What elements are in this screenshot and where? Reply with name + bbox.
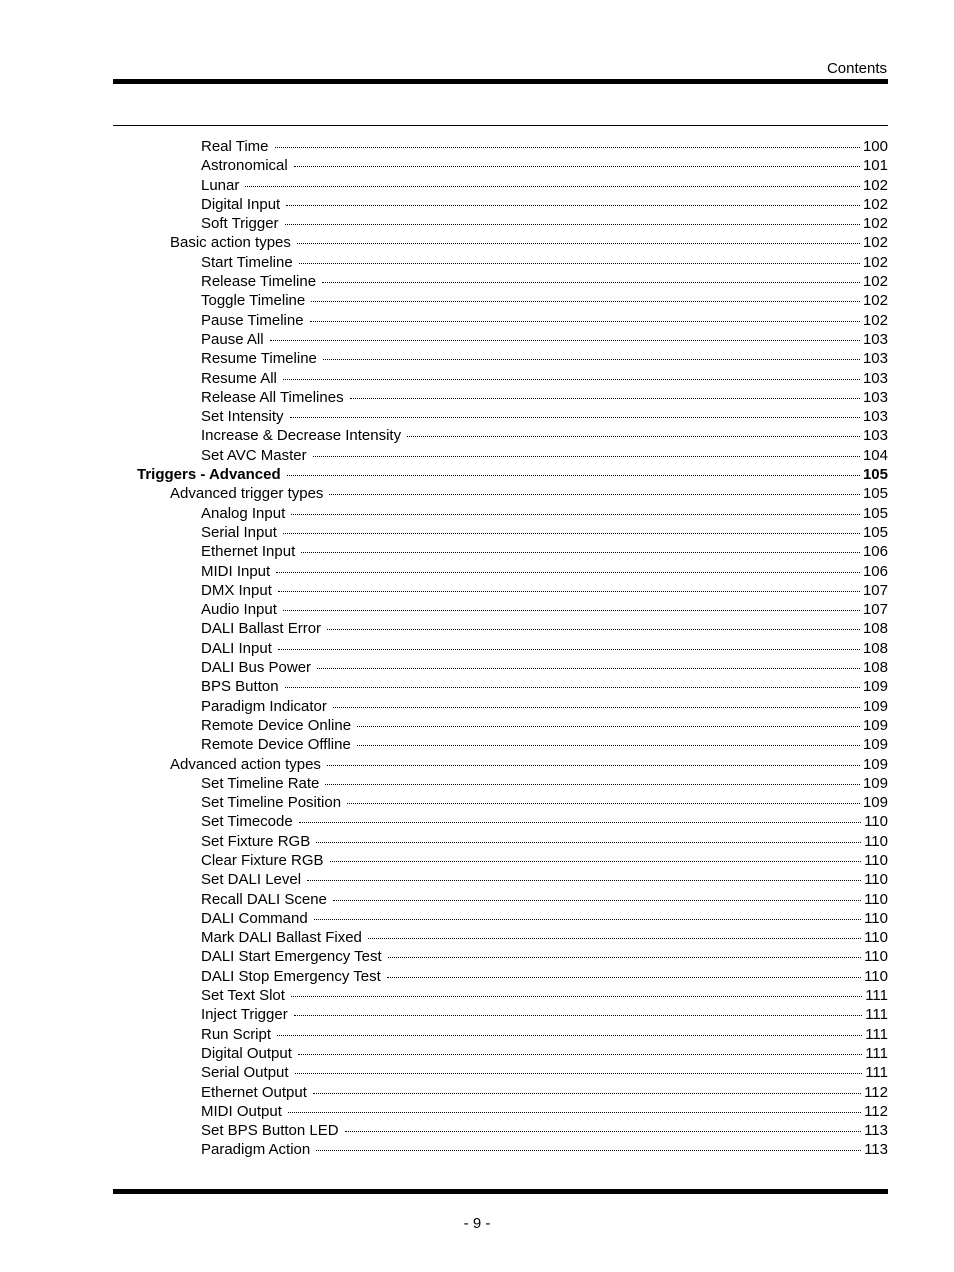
toc-entry-label: DALI Bus Power	[201, 659, 312, 677]
footer-rule-thick	[113, 1189, 888, 1194]
toc-dot-leader	[278, 649, 860, 650]
toc-entry-page: 103	[862, 350, 888, 368]
toc-entry-label: Set DALI Level	[201, 871, 302, 889]
toc-entry-page: 107	[862, 581, 888, 599]
toc-entry-page: 102	[862, 195, 888, 213]
toc-entry-page: 109	[862, 794, 888, 812]
toc-entry-page: 109	[862, 678, 888, 696]
toc-entry[interactable]	[113, 542, 888, 561]
toc-dot-leader	[368, 938, 861, 939]
toc-dot-leader	[323, 359, 860, 360]
toc-entry[interactable]	[113, 755, 888, 774]
toc-entry-page: 103	[862, 388, 888, 406]
toc-dot-leader	[327, 629, 860, 630]
toc-entry-page: 108	[862, 620, 888, 638]
toc-entry-label: DALI Input	[201, 639, 272, 657]
toc-entry[interactable]	[113, 253, 888, 272]
toc-entry[interactable]	[113, 870, 888, 889]
toc-entry-label: Lunar	[201, 176, 240, 194]
toc-entry-label: Ethernet Output	[201, 1083, 307, 1101]
toc-entry-label: Resume All	[201, 369, 277, 387]
toc-entry-label: Run Script	[201, 1025, 272, 1043]
toc-dot-leader	[285, 687, 860, 688]
table-of-contents	[113, 137, 888, 1160]
toc-entry-page: 109	[862, 774, 888, 792]
toc-entry-page: 103	[862, 427, 888, 445]
toc-entry[interactable]	[113, 1025, 888, 1044]
toc-entry-page: 105	[862, 523, 888, 541]
toc-entry-label: Advanced trigger types	[170, 485, 324, 503]
toc-entry-label: MIDI Output	[201, 1102, 282, 1120]
toc-dot-leader	[345, 1131, 862, 1132]
toc-dot-leader	[275, 147, 860, 148]
toc-entry-page: 107	[862, 601, 888, 619]
toc-entry-page: 102	[862, 234, 888, 252]
toc-dot-leader	[357, 745, 860, 746]
toc-entry[interactable]	[113, 677, 888, 696]
toc-entry-page: 110	[864, 832, 888, 850]
toc-dot-leader	[313, 456, 860, 457]
toc-entry-page: 110	[864, 851, 888, 869]
toc-entry[interactable]	[113, 832, 888, 851]
toc-dot-leader	[283, 379, 860, 380]
toc-entry[interactable]	[113, 851, 888, 870]
toc-entry-page: 103	[862, 369, 888, 387]
toc-entry-label: DALI Command	[201, 909, 308, 927]
toc-entry-label: Serial Input	[201, 523, 277, 541]
toc-entry[interactable]	[113, 581, 888, 600]
toc-entry[interactable]	[113, 523, 888, 542]
toc-entry[interactable]	[113, 195, 888, 214]
toc-entry-page: 113	[864, 1122, 888, 1140]
toc-dot-leader	[288, 1112, 861, 1113]
toc-dot-leader	[277, 1035, 862, 1036]
toc-entry-page: 103	[862, 330, 888, 348]
toc-dot-leader	[347, 803, 860, 804]
toc-entry-label: Remote Device Offline	[201, 736, 351, 754]
toc-dot-leader	[291, 514, 860, 515]
toc-entry-page: 111	[865, 1064, 888, 1082]
toc-entry[interactable]	[113, 1063, 888, 1082]
toc-entry-label: Release All Timelines	[201, 388, 344, 406]
toc-dot-leader	[295, 1073, 863, 1074]
toc-entry[interactable]	[113, 272, 888, 291]
toc-entry-label: Audio Input	[201, 601, 277, 619]
toc-entry[interactable]	[113, 793, 888, 812]
toc-entry[interactable]	[113, 484, 888, 503]
toc-entry-label: Increase & Decrease Intensity	[201, 427, 402, 445]
toc-entry-page: 102	[862, 176, 888, 194]
toc-entry-label: DALI Stop Emergency Test	[201, 967, 381, 985]
toc-entry-page: 110	[864, 813, 888, 831]
toc-dot-leader	[313, 1093, 861, 1094]
toc-dot-leader	[291, 996, 862, 997]
toc-dot-leader	[286, 205, 860, 206]
toc-dot-leader	[283, 610, 860, 611]
toc-entry-label: Set BPS Button LED	[201, 1122, 339, 1140]
toc-entry[interactable]	[113, 986, 888, 1005]
toc-entry-page: 105	[862, 504, 888, 522]
toc-dot-leader	[407, 436, 860, 437]
toc-dot-leader	[276, 572, 860, 573]
toc-dot-leader	[330, 861, 862, 862]
page-header-label: Contents	[826, 60, 887, 77]
toc-entry-page: 105	[862, 466, 888, 484]
toc-entry[interactable]	[113, 291, 888, 310]
toc-dot-leader	[325, 784, 860, 785]
toc-dot-leader	[301, 552, 860, 553]
footer-page-number: - 9 -	[463, 1215, 491, 1232]
toc-dot-leader	[290, 417, 860, 418]
toc-entry-page: 102	[862, 215, 888, 233]
toc-entry-label: Set Timecode	[201, 813, 293, 831]
toc-entry-label: Release Timeline	[201, 273, 317, 291]
toc-entry-page: 110	[864, 890, 888, 908]
toc-entry-label: Pause All	[201, 330, 264, 348]
toc-entry-label: Triggers - Advanced	[137, 466, 281, 484]
toc-entry-label: Mark DALI Ballast Fixed	[201, 929, 362, 947]
toc-entry[interactable]	[113, 1140, 888, 1159]
toc-entry[interactable]	[113, 504, 888, 523]
toc-entry[interactable]	[113, 735, 888, 754]
toc-entry-label: Set Timeline Rate	[201, 774, 320, 792]
toc-entry-page: 102	[862, 273, 888, 291]
toc-entry-page: 105	[862, 485, 888, 503]
toc-dot-leader	[316, 1150, 861, 1151]
toc-entry[interactable]	[113, 330, 888, 349]
toc-entry[interactable]	[113, 465, 888, 484]
toc-entry-page: 110	[864, 948, 888, 966]
toc-entry-page: 110	[864, 967, 888, 985]
toc-dot-leader	[350, 398, 860, 399]
toc-entry[interactable]	[113, 1102, 888, 1121]
toc-entry[interactable]	[113, 716, 888, 735]
toc-entry-label: Resume Timeline	[201, 350, 317, 368]
toc-entry-page: 102	[862, 311, 888, 329]
toc-entry[interactable]	[113, 233, 888, 252]
toc-entry-page: 108	[862, 659, 888, 677]
toc-entry-label: Real Time	[201, 138, 269, 155]
toc-dot-leader	[388, 957, 861, 958]
toc-dot-leader	[278, 591, 860, 592]
toc-dot-leader	[294, 1015, 862, 1016]
toc-entry-page: 110	[864, 871, 888, 889]
toc-entry[interactable]	[113, 156, 888, 175]
toc-dot-leader	[357, 726, 860, 727]
toc-entry-label: Digital Output	[201, 1044, 292, 1062]
toc-entry[interactable]	[113, 600, 888, 619]
toc-entry-page: 100	[862, 138, 888, 155]
toc-entry-label: Pause Timeline	[201, 311, 304, 329]
toc-entry-page: 111	[865, 1025, 888, 1043]
toc-entry[interactable]	[113, 928, 888, 947]
toc-entry[interactable]	[113, 214, 888, 233]
toc-entry-label: Set AVC Master	[201, 446, 307, 464]
toc-entry[interactable]	[113, 1083, 888, 1102]
toc-dot-leader	[322, 282, 860, 283]
toc-dot-leader	[317, 668, 860, 669]
header-rule-thick	[113, 79, 888, 84]
toc-dot-leader	[287, 475, 860, 476]
toc-entry-page: 102	[862, 253, 888, 271]
toc-entry[interactable]	[113, 890, 888, 909]
toc-entry-page: 111	[865, 1044, 888, 1062]
toc-dot-leader	[299, 822, 861, 823]
toc-dot-leader	[307, 880, 861, 881]
toc-entry[interactable]	[113, 1121, 888, 1140]
toc-entry-label: Set Timeline Position	[201, 794, 342, 812]
toc-entry-label: Advanced action types	[170, 755, 321, 773]
toc-entry[interactable]	[113, 639, 888, 658]
toc-dot-leader	[316, 842, 861, 843]
toc-entry-label: Toggle Timeline	[201, 292, 306, 310]
toc-entry-page: 106	[862, 543, 888, 561]
toc-entry-page: 109	[862, 736, 888, 754]
toc-entry[interactable]	[113, 909, 888, 928]
toc-entry-page: 111	[865, 987, 888, 1005]
toc-entry-label: Set Text Slot	[201, 987, 285, 1005]
toc-entry-page: 112	[864, 1083, 888, 1101]
toc-dot-leader	[333, 900, 861, 901]
toc-dot-leader	[329, 494, 860, 495]
toc-entry[interactable]	[113, 619, 888, 638]
toc-entry-page: 112	[864, 1102, 888, 1120]
toc-entry[interactable]	[113, 176, 888, 195]
toc-entry-label: Soft Trigger	[201, 215, 279, 233]
toc-entry-label: Analog Input	[201, 504, 286, 522]
toc-dot-leader	[333, 707, 860, 708]
toc-entry[interactable]	[113, 407, 888, 426]
toc-dot-leader	[297, 243, 860, 244]
toc-dot-leader	[283, 533, 860, 534]
toc-entry-label: Inject Trigger	[201, 1006, 288, 1024]
toc-entry-page: 113	[864, 1141, 888, 1159]
toc-dot-leader	[387, 977, 861, 978]
toc-entry-label: Remote Device Online	[201, 716, 352, 734]
toc-entry-page: 101	[862, 157, 888, 175]
toc-entry-label: Clear Fixture RGB	[201, 851, 324, 869]
toc-entry-label: DALI Ballast Error	[201, 620, 322, 638]
toc-entry-page: 108	[862, 639, 888, 657]
toc-entry-label: Start Timeline	[201, 253, 293, 271]
toc-dot-leader	[298, 1054, 862, 1055]
toc-entry[interactable]	[113, 658, 888, 677]
toc-entry-label: Digital Input	[201, 195, 281, 213]
toc-entry-label: Ethernet Input	[201, 543, 296, 561]
toc-entry-label: DALI Start Emergency Test	[201, 948, 382, 966]
toc-entry-label: DMX Input	[201, 581, 272, 599]
toc-entry[interactable]	[113, 369, 888, 388]
toc-entry-page: 109	[862, 755, 888, 773]
toc-entry[interactable]	[113, 426, 888, 445]
toc-entry[interactable]	[113, 947, 888, 966]
toc-entry-label: BPS Button	[201, 678, 279, 696]
toc-entry-label: Set Fixture RGB	[201, 832, 311, 850]
toc-entry-page: 109	[862, 716, 888, 734]
toc-entry[interactable]	[113, 812, 888, 831]
toc-entry-page: 111	[865, 1006, 888, 1024]
toc-entry[interactable]	[113, 1005, 888, 1024]
toc-entry[interactable]	[113, 697, 888, 716]
toc-entry-label: Astronomical	[201, 157, 288, 175]
toc-entry[interactable]	[113, 446, 888, 465]
toc-dot-leader	[294, 166, 860, 167]
toc-entry-page: 102	[862, 292, 888, 310]
toc-entry-label: Paradigm Indicator	[201, 697, 327, 715]
header-rule-thin	[113, 125, 888, 126]
toc-entry-label: Recall DALI Scene	[201, 890, 327, 908]
toc-dot-leader	[310, 321, 860, 322]
toc-dot-leader	[327, 765, 860, 766]
toc-dot-leader	[299, 263, 860, 264]
toc-entry[interactable]	[113, 562, 888, 581]
toc-entry-page: 109	[862, 697, 888, 715]
toc-entry[interactable]	[113, 137, 888, 156]
toc-entry-page: 103	[862, 408, 888, 426]
toc-entry-label: Basic action types	[170, 234, 291, 252]
toc-entry-page: 110	[864, 929, 888, 947]
toc-entry-page: 106	[862, 562, 888, 580]
toc-dot-leader	[285, 224, 860, 225]
toc-entry[interactable]	[113, 388, 888, 407]
toc-dot-leader	[311, 301, 860, 302]
toc-entry-label: Paradigm Action	[201, 1141, 311, 1159]
toc-entry[interactable]	[113, 967, 888, 986]
toc-entry[interactable]	[113, 774, 888, 793]
toc-entry[interactable]	[113, 1044, 888, 1063]
toc-entry[interactable]	[113, 311, 888, 330]
toc-entry-page: 110	[864, 909, 888, 927]
toc-dot-leader	[314, 919, 861, 920]
toc-dot-leader	[245, 186, 860, 187]
toc-entry-label: MIDI Input	[201, 562, 271, 580]
toc-entry-label: Set Intensity	[201, 408, 284, 426]
toc-entry-label: Serial Output	[201, 1064, 289, 1082]
toc-entry-page: 104	[862, 446, 888, 464]
toc-entry[interactable]	[113, 349, 888, 368]
toc-dot-leader	[270, 340, 860, 341]
